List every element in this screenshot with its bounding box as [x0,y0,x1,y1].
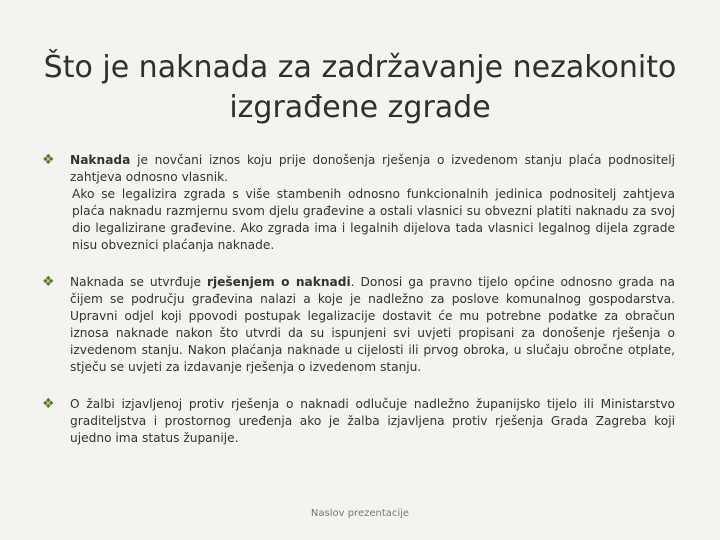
slide-title [40,48,680,128]
bullet-item-3 [40,396,675,447]
bullet-1-bold-lead: Naknada [70,153,131,167]
bullet-list [40,152,675,467]
bullet-2-bold: rješenjem o naknadi [206,275,351,289]
slide-title-line-1: Što je naknada za zadržavanje nezakonito [43,50,677,86]
slide-footer: Naslov prezentacije [310,508,410,519]
bullet-1-paragraph-2: Ako se legalizira zgrada s više stambenih odnosno funkcionalnih jedinica podnositelj zahtjeva plaća naknadu razmjernu svom djelu građevine a ostali vlasnici su obvezni platiti naknadu za svoj dio legalizirane građevine. Ako zgrada ima i legalnih dijelova tada vlasnici legalnog dijela zgrade nisu obveznici plaćanja naknade. [72,187,675,252]
bullet-item-2 [40,274,675,376]
bullet-2-rest: . Donosi ga pravno tijelo općine odnosno grada na čijem se području građevina nalazi a koje je nadležno za poslove komunalnog gospodarstva. Upravni odjel koji ppovodi postupak legalizacije dostavit će mu potrebne podatke za obračun iznosa naknade nakon što utvrdi da su ispunjeni svi uvjeti propisani za donošenje rješenja o izvedenom stanju. Nakon plaćanja naknade u cijelosti ili prvog obroka, u slučaju obročne otplate, stječu se uvjeti za izdavanje rješenja o izvedenom stanju. [70,275,675,374]
slide-title-line-2: izgrađene zgrade [229,90,491,126]
bullet-2-paragraph [70,274,675,376]
diamond-bullet-icon: ❖ [42,152,55,168]
diamond-bullet-icon: ❖ [42,274,55,290]
bullet-1-text: je novčani iznos koju prije donošenja rješenja o izvedenom stanju plaća podnositelj zahtjeva odnosno vlasnik. [70,153,675,184]
bullet-3-paragraph: O žalbi izjavljenoj protiv rješenja o naknadi odlučuje nadležno županijsko tijelo ili Ministarstvo graditeljstva i prostornog uređenja ako je žalba izjavljena protiv rješenja Grada Zagreba koji ujedno ima status županije. [70,397,675,445]
diamond-bullet-icon: ❖ [42,396,55,412]
bullet-2-lead: Naknada se utvrđuje [70,275,207,289]
bullet-1-paragraph-1 [70,152,675,186]
bullet-item-1 [40,152,675,254]
